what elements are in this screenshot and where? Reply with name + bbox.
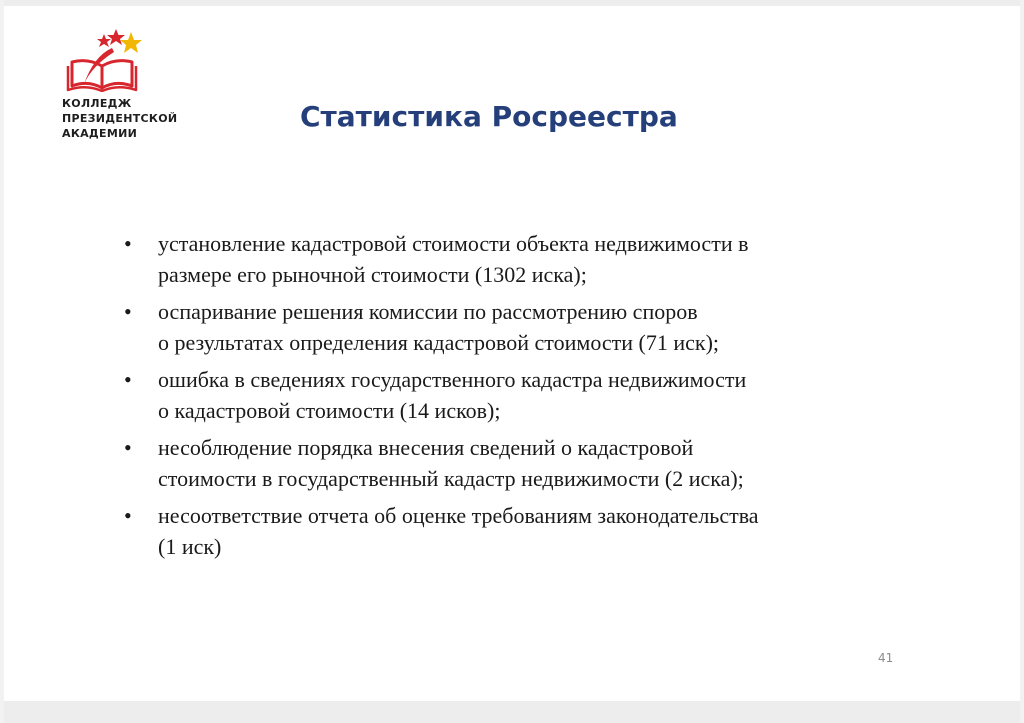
list-item-line: ошибка в сведениях государственного кадастра недвижимости <box>158 367 747 392</box>
list-item <box>122 228 912 290</box>
frame-top <box>0 0 1024 6</box>
list-item-line: оспаривание решения комиссии по рассмотрению споров <box>158 299 698 324</box>
logo-line-2: ПРЕЗИДЕНТСКОЙ <box>62 112 178 125</box>
college-logo <box>52 26 212 156</box>
slide-title: Статистика Росреестра <box>300 100 678 133</box>
bullet-icon: • <box>124 231 132 256</box>
logo-line-1: КОЛЛЕДЖ <box>62 97 132 110</box>
bullet-list <box>122 228 912 568</box>
bullet-icon: • <box>124 435 132 460</box>
bullet-icon: • <box>124 503 132 528</box>
bullet-icon: • <box>124 299 132 324</box>
list-item <box>122 432 912 494</box>
list-item-line: (1 иск) <box>158 534 222 559</box>
list-item-line: стоимости в государственный кадастр недвижимости (2 иска); <box>158 466 744 491</box>
list-item-line: размере его рыночной стоимости (1302 иска); <box>158 262 587 287</box>
bullet-icon: • <box>124 367 132 392</box>
list-item <box>122 364 912 426</box>
book-stars-emblem-icon <box>58 26 148 92</box>
frame-bottom <box>0 701 1024 723</box>
list-item-line: несоответствие отчета об оценке требованиям законодательства <box>158 503 759 528</box>
list-item-line: несоблюдение порядка внесения сведений о кадастровой <box>158 435 694 460</box>
page-number: 41 <box>878 651 894 665</box>
list-item <box>122 296 912 358</box>
frame-right <box>1020 0 1024 723</box>
frame-left <box>0 0 4 723</box>
logo-line-3: АКАДЕМИИ <box>62 127 138 140</box>
list-item-line: о результатах определения кадастровой стоимости (71 иск); <box>158 330 720 355</box>
list-item-line: установление кадастровой стоимости объекта недвижимости в <box>158 231 749 256</box>
list-item <box>122 500 912 562</box>
logo-wordmark <box>62 96 177 141</box>
list-item-line: о кадастровой стоимости (14 исков); <box>158 398 501 423</box>
